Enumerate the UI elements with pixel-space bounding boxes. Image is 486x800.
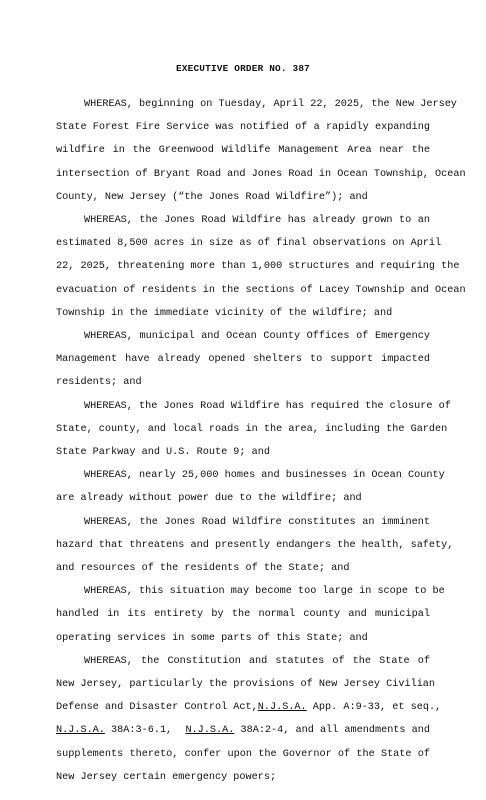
paragraph-line: WHEREAS, the Jones Road Wildfire constitutes an imminent (84, 516, 430, 528)
paragraph-line-with-citations (56, 719, 430, 742)
paragraph-line: evacuation of residents in the sections of Lacey Township and Ocean (56, 284, 466, 296)
paragraph-line: State Parkway and U.S. Route 9; and (56, 447, 270, 459)
paragraph-line: are already without power due to the wildfire; and (56, 493, 362, 505)
paragraph-1 (56, 93, 466, 209)
paragraph-line: WHEREAS, beginning on Tuesday, April 22, 2025, the New Jersey (84, 99, 457, 110)
paragraph-line: Township in the immediate vicinity of the wildfire; and (56, 307, 393, 319)
paragraph-6 (56, 511, 454, 581)
paragraph-line: WHEREAS, nearly 25,000 homes and businesses in Ocean County (84, 470, 445, 482)
paragraph-line: handled in its entirety by the normal county and municipal (56, 609, 430, 621)
paragraph-line: WHEREAS, this situation may become too large in scope to be (84, 586, 445, 598)
paragraph-line: estimated 8,500 acres in size as of final observations on April (56, 238, 442, 250)
citation-group (258, 696, 441, 719)
citation-text: 38A:2-4, and all amendments and (234, 725, 430, 737)
paragraph-line: hazard that threatens and presently endangers the health, safety, (56, 539, 454, 551)
paragraph-5 (56, 464, 445, 510)
paragraph-line: WHEREAS, municipal and Ocean County Offices of Emergency (84, 331, 430, 343)
paragraph-line: and resources of the residents of the State; and (56, 563, 350, 575)
paragraph-3 (56, 325, 430, 395)
paragraph-line: County, New Jersey (“the Jones Road Wildfire”); and (56, 191, 368, 203)
citation-group (185, 719, 430, 742)
paragraph-line: WHEREAS, the Constitution and statutes of the State of (84, 655, 430, 667)
paragraph-line: wildfire in the Greenwood Wildlife Management Area near the (56, 145, 430, 157)
citation-group (56, 719, 172, 742)
citation-text: App. A:9-33, et seq., (306, 702, 442, 714)
order-title: EXECUTIVE ORDER NO. 387 (176, 63, 310, 74)
paragraph-line: New Jersey, particularly the provisions of New Jersey Civilian (56, 679, 436, 691)
paragraph-8 (56, 650, 442, 789)
paragraph-line: State, county, and local roads in the area, including the Garden (56, 423, 448, 435)
statute-citation: N.J.S.A. (185, 725, 235, 737)
paragraph-2 (56, 209, 466, 325)
paragraph-line: Management have already opened shelters to support impacted (56, 354, 430, 366)
paragraph-4 (56, 395, 451, 465)
document-body (56, 93, 466, 789)
paragraph-line: supplements thereto, confer upon the Governor of the State of (56, 748, 430, 760)
paragraph-7 (56, 580, 445, 650)
paragraph-line: New Jersey certain emergency powers; (56, 771, 277, 783)
statute-citation: N.J.S.A. (257, 702, 307, 714)
paragraph-line: 22, 2025, threatening more than 1,000 structures and requiring the (56, 261, 460, 273)
paragraph-line: State Forest Fire Service was notified of a rapidly expanding (56, 122, 430, 134)
paragraph-line: WHEREAS, the Jones Road Wildfire has required the closure of (84, 400, 451, 412)
statute-citation: N.J.S.A. (56, 725, 105, 737)
citation-lead-text: Defense and Disaster Control Act, (56, 702, 258, 714)
paragraph-line: residents; and (56, 377, 142, 389)
citation-text: 38A:3-6.1, (104, 725, 173, 737)
paragraph-line: intersection of Bryant Road and Jones Road in Ocean Township, Ocean (56, 168, 466, 180)
paragraph-line: WHEREAS, the Jones Road Wildfire has already grown to an (84, 215, 430, 227)
paragraph-line-with-citation (56, 696, 442, 719)
paragraph-line: operating services in some parts of this State; and (56, 632, 368, 644)
